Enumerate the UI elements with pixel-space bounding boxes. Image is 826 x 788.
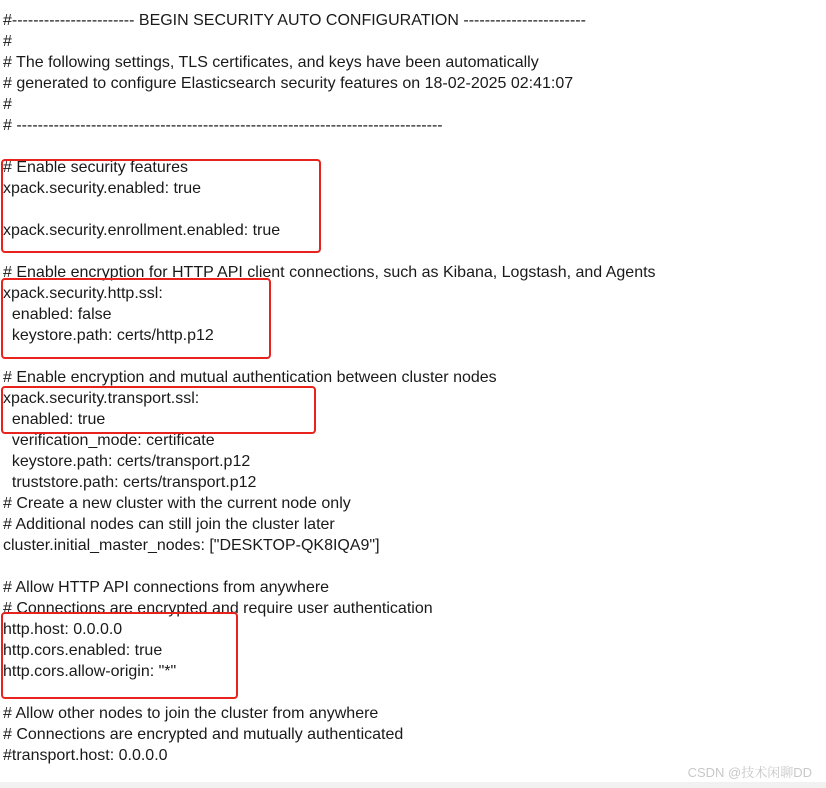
config-line: truststore.path: certs/transport.p12 — [3, 474, 257, 491]
config-line: # Connections are encrypted and require user authentication — [3, 600, 433, 617]
config-line: keystore.path: certs/http.p12 — [3, 327, 214, 344]
config-line: # generated to configure Elasticsearch security features on 18-02-2025 02:41:07 — [3, 75, 574, 92]
config-line: # Additional nodes can still join the cluster later — [3, 516, 335, 533]
config-line: enabled: false — [3, 306, 112, 323]
config-line: # Enable security features — [3, 159, 188, 176]
config-line: http.cors.enabled: true — [3, 642, 163, 659]
config-line: #transport.host: 0.0.0.0 — [3, 747, 168, 764]
config-line: cluster.initial_master_nodes: ["DESKTOP-QK8IQA9"] — [3, 537, 380, 554]
config-line: keystore.path: certs/transport.p12 — [3, 453, 251, 470]
config-line: # Enable encryption for HTTP API client connections, such as Kibana, Logstash, and Agents — [3, 264, 656, 281]
config-line: xpack.security.http.ssl: — [3, 285, 163, 302]
config-line: xpack.security.transport.ssl: — [3, 390, 200, 407]
horizontal-scrollbar[interactable] — [0, 782, 826, 788]
config-line: # — [3, 33, 12, 50]
config-line: # — [3, 96, 12, 113]
config-line: enabled: true — [3, 411, 106, 428]
config-line: #----------------------- BEGIN SECURITY AUTO CONFIGURATION ----------------------- — [3, 12, 586, 29]
config-line: # Create a new cluster with the current node only — [3, 495, 351, 512]
config-line: # Enable encryption and mutual authentication between cluster nodes — [3, 369, 497, 386]
config-line: # Connections are encrypted and mutually authenticated — [3, 726, 404, 743]
config-line: xpack.security.enabled: true — [3, 180, 202, 197]
config-line: http.cors.allow-origin: "*" — [3, 663, 177, 680]
config-line: # -------------------------------------------------------------------------------- — [3, 117, 443, 134]
config-line: xpack.security.enrollment.enabled: true — [3, 222, 281, 239]
config-line: http.host: 0.0.0.0 — [3, 621, 123, 638]
config-line: # The following settings, TLS certificates, and keys have been automatically — [3, 54, 539, 71]
csdn-watermark: CSDN @技术闲聊DD — [687, 765, 812, 780]
config-line: # Allow HTTP API connections from anywhere — [3, 579, 330, 596]
config-line: # Allow other nodes to join the cluster from anywhere — [3, 705, 379, 722]
config-line: verification_mode: certificate — [3, 432, 215, 449]
